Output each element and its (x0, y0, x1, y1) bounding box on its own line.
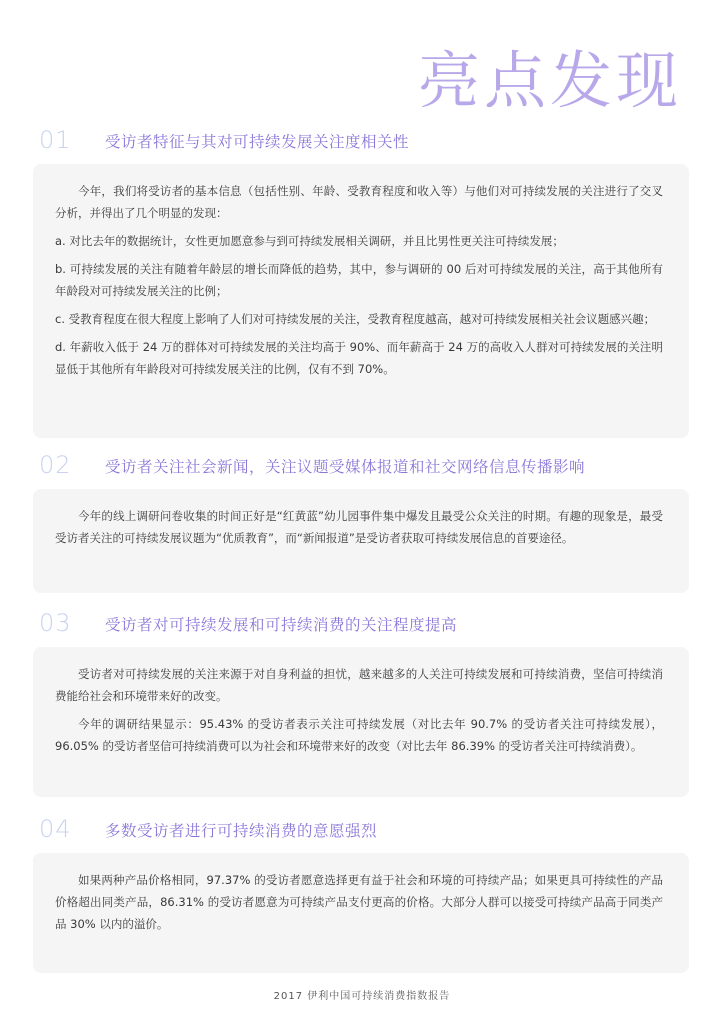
list-item: a. 对比去年的数据统计，女性更加愿意参与到可持续发展相关调研，并且比男性更关注可持续发展； (55, 234, 564, 248)
section-number: 04 (39, 815, 72, 843)
section-title: 受访者特征与其对可持续发展关注度相关性 (105, 133, 410, 151)
section-header (33, 607, 689, 647)
list-item: d. 年薪收入低于 24 万的群体对可持续发展的关注均高于 90%、而年薪高于 24 万的高收入人群对可持续发展的关注明显低于其他所有年龄段对可持续发展关注的比例，仅有不到 70%。 (55, 340, 663, 376)
section-card (33, 647, 689, 797)
section-number: 01 (39, 126, 72, 154)
section-04 (33, 813, 689, 973)
paragraph: 受访者对可持续发展的关注来源于对自身利益的担忧，越来越多的人关注可持续发展和可持续消费，坚信可持续消费能给社会和环境带来好的改变。 (55, 667, 663, 703)
section-header (33, 449, 689, 489)
section-01 (33, 124, 689, 438)
section-title: 受访者关注社会新闻，关注议题受媒体报道和社交网络信息传播影响 (105, 458, 586, 476)
section-card (33, 164, 689, 438)
section-header (33, 124, 689, 164)
section-title: 多数受访者进行可持续消费的意愿强烈 (105, 822, 378, 840)
list-item: c. 受教育程度在很大程度上影响了人们对可持续发展的关注，受教育程度越高，越对可持续发展相关社会议题感兴趣； (55, 312, 656, 326)
section-number: 03 (39, 609, 72, 637)
section-02 (33, 449, 689, 593)
paragraph: 今年的线上调研问卷收集的时间正好是“红黄蓝”幼儿园事件集中爆发且最受公众关注的时期。有趣的现象是，最受受访者关注的可持续发展议题为“优质教育”，而“新闻报道”是受访者获取可持续发展信息的首要途径。 (55, 509, 663, 545)
section-card (33, 489, 689, 593)
paragraph: 今年，我们将受访者的基本信息（包括性别、年龄、受教育程度和收入等）与他们对可持续发展的关注进行了交叉分析，并得出了几个明显的发现： (55, 184, 663, 220)
page-title: 亮点发现 (417, 44, 682, 117)
section-title: 受访者对可持续发展和可持续消费的关注程度提高 (105, 616, 458, 634)
section-03 (33, 607, 689, 797)
paragraph: 今年的调研结果显示：95.43% 的受访者表示关注可持续发展（对比去年 90.7% 的受访者关注可持续发展），96.05% 的受访者坚信可持续消费可以为社会和环境带来好的改变（对比去年 86.39% 的受访者关注可持续消费）。 (55, 717, 663, 753)
list-item: b. 可持续发展的关注有随着年龄层的增长而降低的趋势，其中，参与调研的 00 后对可持续发展的关注，高于其他所有年龄段对可持续发展关注的比例； (55, 262, 663, 298)
paragraph: 如果两种产品价格相同，97.37% 的受访者愿意选择更有益于社会和环境的可持续产品；如果更具可持续性的产品价格超出同类产品，86.31% 的受访者愿意为可持续产品支付更高的价格。大部分人群可以接受可持续产品高于同类产品 30% 以内的溢价。 (55, 873, 663, 931)
section-number: 02 (39, 451, 72, 479)
section-header (33, 813, 689, 853)
page-footer: 2017 伊利中国可持续消费指数报告 (273, 991, 451, 1002)
section-card (33, 853, 689, 973)
